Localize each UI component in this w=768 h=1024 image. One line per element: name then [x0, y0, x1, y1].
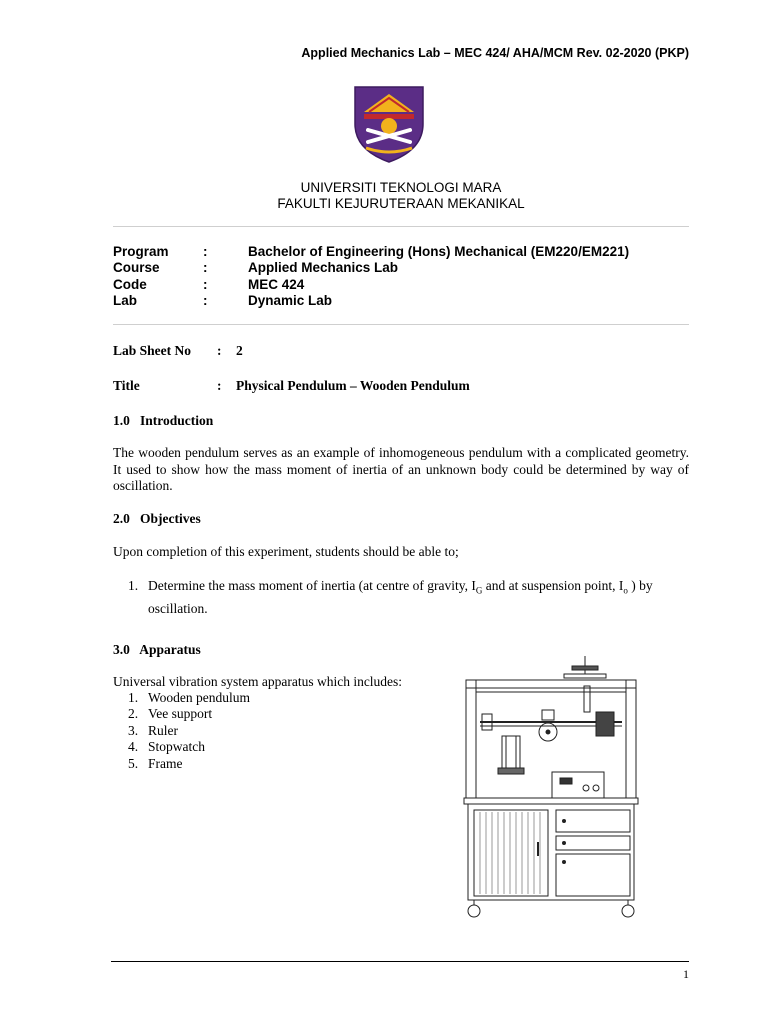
university-logo-icon	[352, 84, 426, 164]
info-label: Course	[113, 260, 160, 276]
title-label: Title	[113, 378, 140, 393]
objectives-heading: 2.0 Objectives	[113, 511, 201, 526]
info-value: MEC 424	[248, 276, 305, 292]
info-value: Bachelor of Engineering (Hons) Mechanical (EM220/EM221)	[248, 244, 630, 259]
info-colon: :	[203, 276, 208, 292]
list-text: Vee support	[148, 706, 213, 722]
list-number: 5.	[128, 755, 139, 771]
lab-title: Physical Pendulum – Wooden Pendulum	[236, 378, 470, 393]
apparatus-illustration	[460, 652, 642, 920]
list-number: 3.	[128, 722, 139, 738]
list-number: 4.	[128, 739, 139, 755]
faculty-name: FAKULTI KEJURUTERAAN MEKANIKAL	[277, 196, 525, 211]
objective-text-line2: oscillation.	[148, 600, 208, 616]
info-colon: :	[203, 260, 208, 276]
list-text: Ruler	[148, 722, 178, 738]
divider	[113, 226, 689, 227]
subscript-g: G	[475, 585, 483, 596]
objective-text-b: and at suspension point, I	[482, 578, 624, 593]
lab-sheet-colon: :	[217, 343, 222, 358]
course-info	[113, 244, 629, 309]
objective-text-a: Determine the mass moment of inertia (at centre of gravity, I	[148, 578, 476, 593]
list-text: Wooden pendulum	[148, 690, 251, 705]
list-item	[128, 756, 250, 772]
info-row-lab	[113, 293, 629, 309]
intro-paragraph: The wooden pendulum serves as an example of inhomogeneous pendulum with a complicated geometry. It used to show how the mass moment of inertia of an unknown body could be determined by way of oscillation.	[113, 445, 689, 493]
info-value: Dynamic Lab	[248, 292, 333, 308]
list-item	[128, 690, 250, 706]
divider	[113, 324, 689, 325]
subscript-o: o	[623, 585, 628, 596]
info-row-code	[113, 277, 629, 293]
apparatus-list	[128, 690, 250, 772]
info-label: Program	[113, 244, 169, 259]
info-row-course	[113, 260, 629, 276]
list-number: 2.	[128, 706, 139, 722]
info-value: Applied Mechanics Lab	[248, 260, 399, 276]
page-number: 1	[683, 967, 689, 981]
university-name: UNIVERSITI TEKNOLOGI MARA	[300, 180, 502, 195]
apparatus-heading: 3.0 Apparatus	[113, 642, 201, 657]
lab-sheet-label: Lab Sheet No	[113, 343, 192, 358]
list-item	[128, 723, 250, 739]
info-label: Lab	[113, 292, 138, 308]
info-colon: :	[203, 292, 208, 308]
list-item	[128, 739, 250, 755]
list-number: 1.	[128, 690, 139, 705]
objective-number: 1.	[128, 578, 139, 593]
apparatus-lead: Universal vibration system apparatus which includes:	[113, 674, 403, 689]
list-text: Frame	[148, 755, 183, 771]
objectives-lead: Upon completion of this experiment, students should be able to;	[113, 544, 459, 559]
objective-item	[128, 577, 653, 617]
document-header: Applied Mechanics Lab – MEC 424/ AHA/MCM Rev. 02-2020 (PKP)	[301, 46, 689, 60]
intro-heading: 1.0 Introduction	[113, 413, 214, 428]
info-colon: :	[203, 244, 208, 259]
footer-rule	[111, 961, 689, 962]
info-row-program	[113, 244, 629, 260]
title-colon: :	[217, 378, 222, 393]
list-item	[128, 706, 250, 722]
objective-text-c: ) by	[627, 578, 653, 593]
list-text: Stopwatch	[148, 739, 205, 755]
lab-sheet-number: 2	[236, 343, 243, 358]
info-label: Code	[113, 276, 147, 292]
